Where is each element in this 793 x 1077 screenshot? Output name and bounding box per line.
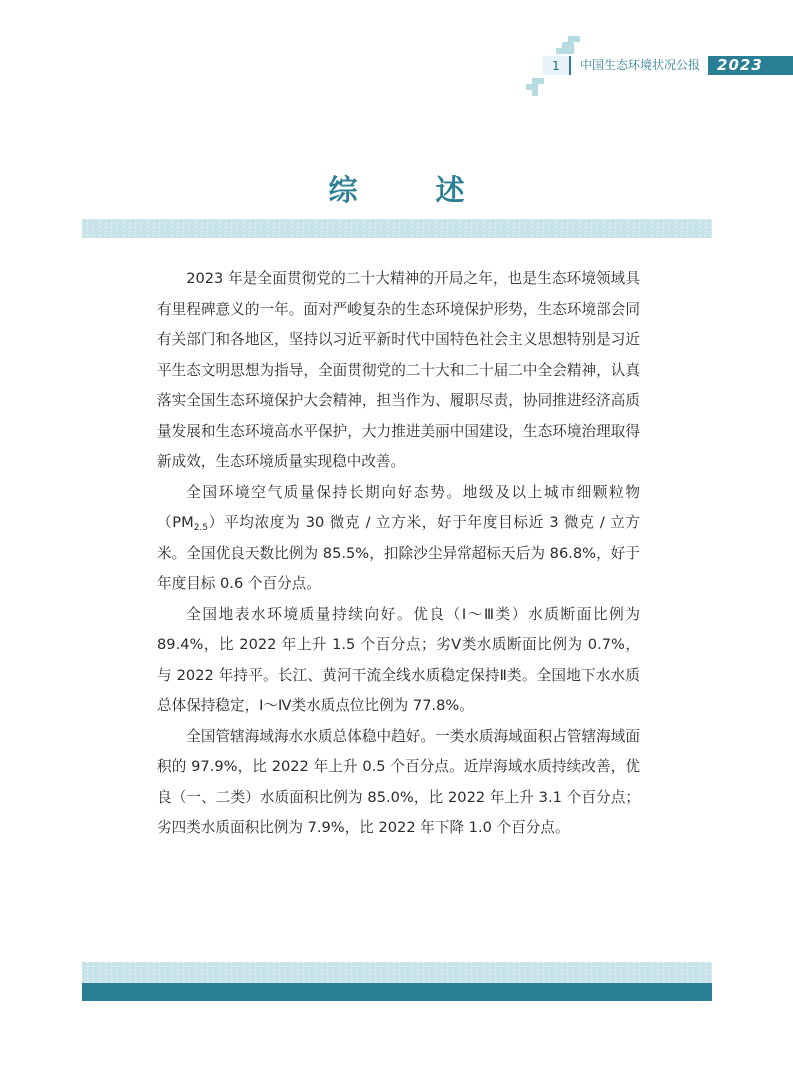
- pm-subscript: 2.5: [193, 523, 209, 533]
- page-number: 1: [543, 56, 569, 75]
- paragraph-surface-water: 全国地表水环境质量持续向好。优良（Ⅰ～Ⅲ类）水质断面比例为 89.4%，比 2022 年上升 1.5 个百分点；劣Ⅴ类水质断面比例为 0.7%，与 2022 年持平。长江、黄河干流全线水质稳定保持Ⅱ类。全国地下水水质总体保持稳定，Ⅰ～Ⅳ类水质点位比例为 77.8%。: [157, 605, 640, 714]
- running-header: [543, 56, 793, 75]
- bottom-color-bar: [82, 983, 712, 1001]
- report-title: 中国生态环境状况公报: [580, 58, 701, 72]
- page-title: 综 述: [328, 173, 499, 207]
- air-quality-text-a: 全国环境空气质量保持长期向好态势。地级及以上城市细颗粒物（PM: [157, 483, 640, 531]
- summary-body: [157, 264, 640, 844]
- paragraph-overview: 2023 年是全面贯彻党的二十大精神的开局之年，也是生态环境领域具有里程碑意义的一年。面对严峻复杂的生态环境保护形势，生态环境部会同有关部门和各地区，坚持以习近平新时代中国特色社会主义思想特别是习近平生态文明思想为指导，全面贯彻党的二十大和二十届二中全会精神，认真落实全国生态环境保护大会精神，担当作为、履职尽责，协同推进经济高质量发展和生态环境高水平保护，大力推进美丽中国建设，生态环境治理取得新成效，生态环境质量实现稳中改善。: [157, 270, 640, 470]
- report-year: 2023: [708, 56, 793, 75]
- air-quality-text-b: ）平均浓度为 30 微克 / 立方米，好于年度目标近 3 微克 / 立方米。全国优良天数比例为 85.5%，扣除沙尘异常超标天后为 86.8%，好于年度目标 0.6 个百分点。: [157, 514, 640, 592]
- paragraph-air-quality: [157, 478, 640, 600]
- top-dotted-band: [82, 219, 712, 238]
- bottom-dotted-band: [82, 962, 712, 983]
- paragraph-marine-water: 全国管辖海域海水水质总体稳中趋好。一类水质海域面积占管辖海域面积的 97.9%，比 2022 年上升 0.5 个百分点。近岸海域水质持续改善，优良（一、二类）水质面积比例为 85.0%，比 2022 年上升 3.1 个百分点；劣四类水质面积比例为 7.9%，比 2022 年下降 1.0 个百分点。: [157, 727, 640, 836]
